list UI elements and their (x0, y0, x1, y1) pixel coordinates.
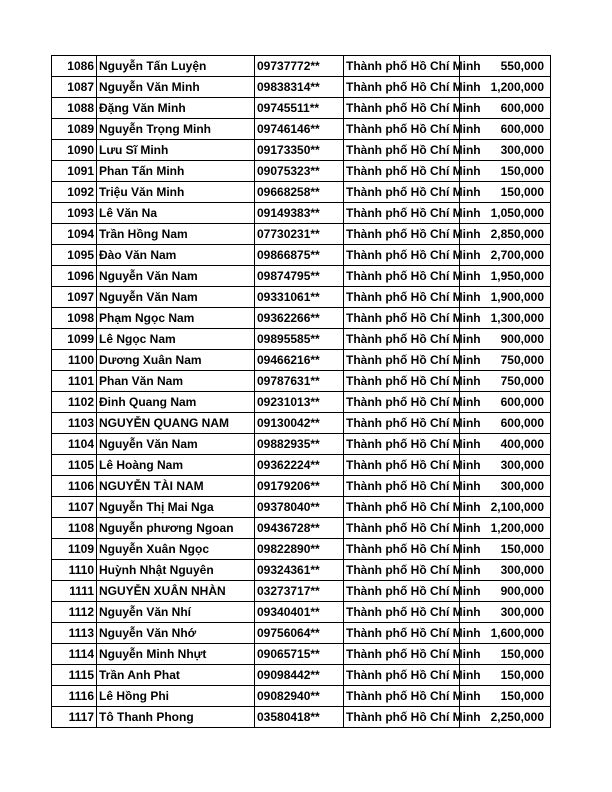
row-number-cell: 1093 (52, 203, 97, 224)
city-cell: Thành phố Hồ Chí Minh (344, 623, 460, 644)
amount-cell: 2,850,000 (460, 224, 551, 245)
phone-cell: 09098442** (255, 665, 344, 686)
phone-cell: 09362224** (255, 455, 344, 476)
city-cell: Thành phố Hồ Chí Minh (344, 287, 460, 308)
phone-cell: 09737772** (255, 56, 344, 77)
row-number-cell: 1099 (52, 329, 97, 350)
city-cell: Thành phố Hồ Chí Minh (344, 308, 460, 329)
table-row (52, 413, 551, 434)
city-cell: Thành phố Hồ Chí Minh (344, 119, 460, 140)
donor-name-cell: Đinh Quang Nam (97, 392, 255, 413)
phone-cell: 09130042** (255, 413, 344, 434)
row-number-cell: 1113 (52, 623, 97, 644)
city-cell: Thành phố Hồ Chí Minh (344, 140, 460, 161)
row-number-cell: 1114 (52, 644, 97, 665)
city-cell: Thành phố Hồ Chí Minh (344, 350, 460, 371)
phone-cell: 09436728** (255, 518, 344, 539)
table-row (52, 98, 551, 119)
amount-cell: 1,900,000 (460, 287, 551, 308)
amount-cell: 600,000 (460, 392, 551, 413)
table-row (52, 518, 551, 539)
row-number-cell: 1090 (52, 140, 97, 161)
donor-name-cell: Nguyễn Tấn Luyện (97, 56, 255, 77)
phone-cell: 09895585** (255, 329, 344, 350)
city-cell: Thành phố Hồ Chí Minh (344, 182, 460, 203)
table-row (52, 161, 551, 182)
amount-cell: 1,950,000 (460, 266, 551, 287)
donor-name-cell: Lê Hồng Phi (97, 686, 255, 707)
amount-cell: 300,000 (460, 560, 551, 581)
row-number-cell: 1089 (52, 119, 97, 140)
row-number-cell: 1107 (52, 497, 97, 518)
amount-cell: 750,000 (460, 350, 551, 371)
phone-cell: 09173350** (255, 140, 344, 161)
amount-cell: 150,000 (460, 644, 551, 665)
city-cell: Thành phố Hồ Chí Minh (344, 392, 460, 413)
donor-name-cell: Phạm Ngọc Nam (97, 308, 255, 329)
amount-cell: 150,000 (460, 161, 551, 182)
city-cell: Thành phố Hồ Chí Minh (344, 329, 460, 350)
amount-cell: 1,300,000 (460, 308, 551, 329)
phone-cell: 09466216** (255, 350, 344, 371)
donor-name-cell: Lưu Sĩ Minh (97, 140, 255, 161)
table-row (52, 56, 551, 77)
donor-name-cell: Huỳnh Nhật Nguyên (97, 560, 255, 581)
amount-cell: 600,000 (460, 119, 551, 140)
city-cell: Thành phố Hồ Chí Minh (344, 245, 460, 266)
donor-name-cell: Phan Tấn Minh (97, 161, 255, 182)
phone-cell: 09756064** (255, 623, 344, 644)
table-row (52, 350, 551, 371)
table-row (52, 560, 551, 581)
table-row (52, 539, 551, 560)
donor-name-cell: Phan Văn Nam (97, 371, 255, 392)
phone-cell: 09866875** (255, 245, 344, 266)
phone-cell: 09745511** (255, 98, 344, 119)
table-row (52, 266, 551, 287)
row-number-cell: 1106 (52, 476, 97, 497)
amount-cell: 600,000 (460, 413, 551, 434)
city-cell: Thành phố Hồ Chí Minh (344, 203, 460, 224)
donor-name-cell: Nguyễn Trọng Minh (97, 119, 255, 140)
amount-cell: 2,250,000 (460, 707, 551, 728)
phone-cell: 07730231** (255, 224, 344, 245)
city-cell: Thành phố Hồ Chí Minh (344, 266, 460, 287)
donor-name-cell: Nguyễn Văn Nam (97, 434, 255, 455)
row-number-cell: 1094 (52, 224, 97, 245)
city-cell: Thành phố Hồ Chí Minh (344, 686, 460, 707)
donor-name-cell: Nguyễn Văn Nhí (97, 602, 255, 623)
row-number-cell: 1100 (52, 350, 97, 371)
donor-name-cell: Đào Văn Nam (97, 245, 255, 266)
amount-cell: 900,000 (460, 581, 551, 602)
row-number-cell: 1091 (52, 161, 97, 182)
phone-cell: 09331061** (255, 287, 344, 308)
donor-table (51, 55, 551, 728)
table-row (52, 623, 551, 644)
amount-cell: 1,200,000 (460, 77, 551, 98)
donor-name-cell: Nguyễn Xuân Ngọc (97, 539, 255, 560)
city-cell: Thành phố Hồ Chí Minh (344, 98, 460, 119)
amount-cell: 150,000 (460, 539, 551, 560)
amount-cell: 150,000 (460, 686, 551, 707)
row-number-cell: 1115 (52, 665, 97, 686)
phone-cell: 09874795** (255, 266, 344, 287)
table-row (52, 371, 551, 392)
city-cell: Thành phố Hồ Chí Minh (344, 581, 460, 602)
amount-cell: 550,000 (460, 56, 551, 77)
row-number-cell: 1092 (52, 182, 97, 203)
phone-cell: 09838314** (255, 77, 344, 98)
row-number-cell: 1116 (52, 686, 97, 707)
table-row (52, 308, 551, 329)
amount-cell: 300,000 (460, 476, 551, 497)
phone-cell: 09362266** (255, 308, 344, 329)
row-number-cell: 1102 (52, 392, 97, 413)
donor-name-cell: Nguyễn Minh Nhựt (97, 644, 255, 665)
row-number-cell: 1111 (52, 581, 97, 602)
row-number-cell: 1087 (52, 77, 97, 98)
phone-cell: 09340401** (255, 602, 344, 623)
amount-cell: 2,100,000 (460, 497, 551, 518)
table-row (52, 287, 551, 308)
city-cell: Thành phố Hồ Chí Minh (344, 455, 460, 476)
row-number-cell: 1098 (52, 308, 97, 329)
table-row (52, 707, 551, 728)
table-row (52, 77, 551, 98)
phone-cell: 03580418** (255, 707, 344, 728)
city-cell: Thành phố Hồ Chí Minh (344, 56, 460, 77)
city-cell: Thành phố Hồ Chí Minh (344, 665, 460, 686)
city-cell: Thành phố Hồ Chí Minh (344, 161, 460, 182)
table-row (52, 245, 551, 266)
amount-cell: 150,000 (460, 665, 551, 686)
table-row (52, 581, 551, 602)
city-cell: Thành phố Hồ Chí Minh (344, 434, 460, 455)
donor-name-cell: Nguyễn Thị Mai Nga (97, 497, 255, 518)
amount-cell: 900,000 (460, 329, 551, 350)
row-number-cell: 1108 (52, 518, 97, 539)
row-number-cell: 1105 (52, 455, 97, 476)
city-cell: Thành phố Hồ Chí Minh (344, 413, 460, 434)
phone-cell: 09324361** (255, 560, 344, 581)
amount-cell: 300,000 (460, 455, 551, 476)
phone-cell: 09882935** (255, 434, 344, 455)
table-row (52, 476, 551, 497)
table-row (52, 497, 551, 518)
amount-cell: 2,700,000 (460, 245, 551, 266)
row-number-cell: 1096 (52, 266, 97, 287)
phone-cell: 09378040** (255, 497, 344, 518)
table-row (52, 140, 551, 161)
table-row (52, 686, 551, 707)
phone-cell: 09179206** (255, 476, 344, 497)
donor-name-cell: NGUYỄN QUANG NAM (97, 413, 255, 434)
phone-cell: 09231013** (255, 392, 344, 413)
table-row (52, 665, 551, 686)
table-row (52, 392, 551, 413)
donor-name-cell: Dương Xuân Nam (97, 350, 255, 371)
donor-name-cell: NGUYỄN XUÂN NHÀN (97, 581, 255, 602)
row-number-cell: 1103 (52, 413, 97, 434)
donor-name-cell: Trần Anh Phat (97, 665, 255, 686)
city-cell: Thành phố Hồ Chí Minh (344, 518, 460, 539)
table-row (52, 455, 551, 476)
city-cell: Thành phố Hồ Chí Minh (344, 707, 460, 728)
row-number-cell: 1097 (52, 287, 97, 308)
donor-table-body (52, 56, 551, 728)
donor-name-cell: Đặng Văn Minh (97, 98, 255, 119)
row-number-cell: 1101 (52, 371, 97, 392)
phone-cell: 09822890** (255, 539, 344, 560)
row-number-cell: 1088 (52, 98, 97, 119)
donor-name-cell: NGUYỄN TÀI NAM (97, 476, 255, 497)
city-cell: Thành phố Hồ Chí Minh (344, 539, 460, 560)
donor-name-cell: Nguyễn phương Ngoan (97, 518, 255, 539)
row-number-cell: 1109 (52, 539, 97, 560)
donor-name-cell: Nguyễn Văn Nam (97, 287, 255, 308)
row-number-cell: 1104 (52, 434, 97, 455)
amount-cell: 300,000 (460, 602, 551, 623)
table-row (52, 203, 551, 224)
donor-name-cell: Lê Hoàng Nam (97, 455, 255, 476)
phone-cell: 09082940** (255, 686, 344, 707)
table-row (52, 434, 551, 455)
city-cell: Thành phố Hồ Chí Minh (344, 497, 460, 518)
donor-name-cell: Nguyễn Văn Nam (97, 266, 255, 287)
phone-cell: 09668258** (255, 182, 344, 203)
table-row (52, 119, 551, 140)
amount-cell: 300,000 (460, 140, 551, 161)
row-number-cell: 1095 (52, 245, 97, 266)
donor-name-cell: Lê Văn Na (97, 203, 255, 224)
amount-cell: 750,000 (460, 371, 551, 392)
phone-cell: 09065715** (255, 644, 344, 665)
phone-cell: 09787631** (255, 371, 344, 392)
donor-name-cell: Trần Hồng Nam (97, 224, 255, 245)
amount-cell: 1,050,000 (460, 203, 551, 224)
row-number-cell: 1110 (52, 560, 97, 581)
phone-cell: 03273717** (255, 581, 344, 602)
phone-cell: 09075323** (255, 161, 344, 182)
table-row (52, 329, 551, 350)
city-cell: Thành phố Hồ Chí Minh (344, 644, 460, 665)
phone-cell: 09149383** (255, 203, 344, 224)
table-row (52, 182, 551, 203)
city-cell: Thành phố Hồ Chí Minh (344, 476, 460, 497)
city-cell: Thành phố Hồ Chí Minh (344, 371, 460, 392)
row-number-cell: 1117 (52, 707, 97, 728)
donation-sheet (51, 55, 550, 728)
city-cell: Thành phố Hồ Chí Minh (344, 602, 460, 623)
table-row (52, 224, 551, 245)
donor-name-cell: Tô Thanh Phong (97, 707, 255, 728)
table-row (52, 644, 551, 665)
amount-cell: 600,000 (460, 98, 551, 119)
donor-name-cell: Triệu Văn Minh (97, 182, 255, 203)
donor-name-cell: Lê Ngọc Nam (97, 329, 255, 350)
phone-cell: 09746146** (255, 119, 344, 140)
row-number-cell: 1112 (52, 602, 97, 623)
amount-cell: 1,200,000 (460, 518, 551, 539)
amount-cell: 400,000 (460, 434, 551, 455)
donor-name-cell: Nguyễn Văn Minh (97, 77, 255, 98)
amount-cell: 150,000 (460, 182, 551, 203)
table-row (52, 602, 551, 623)
city-cell: Thành phố Hồ Chí Minh (344, 77, 460, 98)
amount-cell: 1,600,000 (460, 623, 551, 644)
city-cell: Thành phố Hồ Chí Minh (344, 560, 460, 581)
city-cell: Thành phố Hồ Chí Minh (344, 224, 460, 245)
donor-name-cell: Nguyễn Văn Nhớ (97, 623, 255, 644)
row-number-cell: 1086 (52, 56, 97, 77)
